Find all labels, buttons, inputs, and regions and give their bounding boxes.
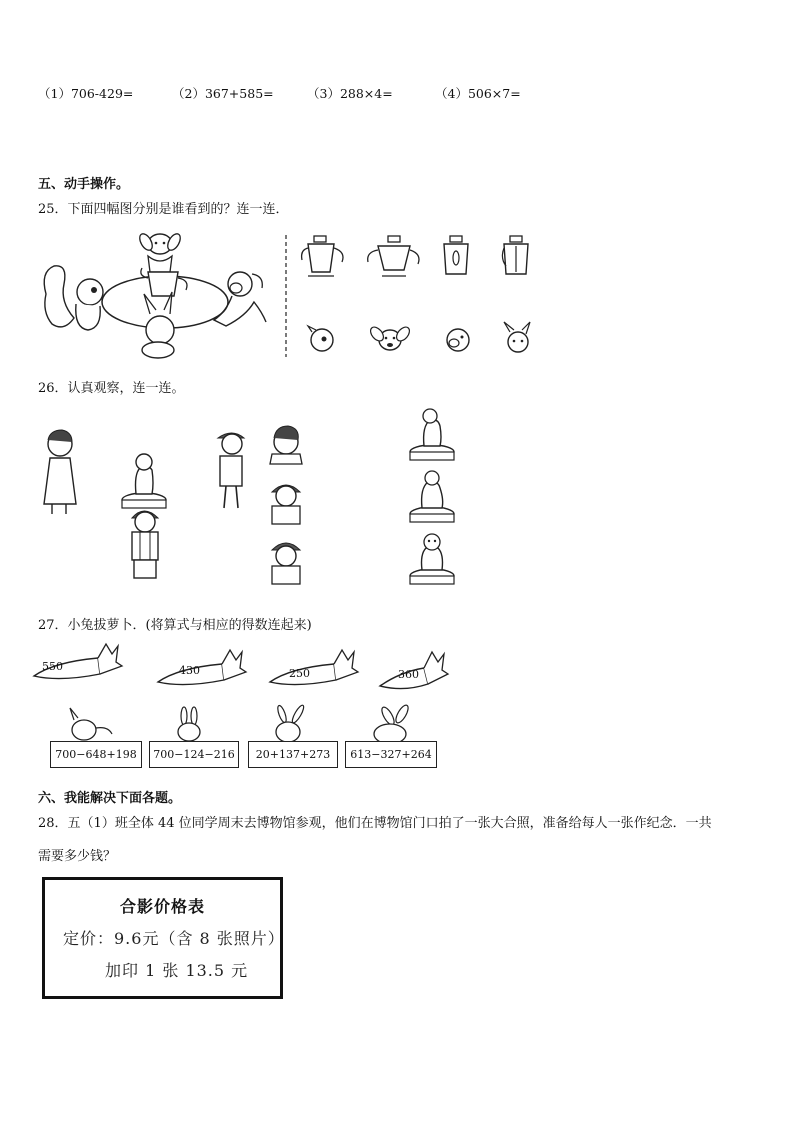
expression-box-1: 700−648+198	[50, 741, 142, 768]
cat-view-front	[410, 534, 454, 584]
boy-side-figure	[218, 433, 244, 508]
question-27: 27．小兔拔萝卜．(将算式与相应的得数连起来)	[38, 618, 312, 633]
expression-box-2: 700−124−216	[149, 741, 239, 768]
rabbit-head-icon	[504, 322, 530, 352]
animal-heads-row	[300, 320, 540, 360]
cat-on-pedestal-center	[122, 454, 166, 508]
boy-front-head-icon	[272, 543, 300, 584]
expression-box-4: 613−327+264	[345, 741, 437, 768]
carrot-value-4: 360	[398, 668, 419, 681]
price-table	[42, 877, 283, 999]
carrot-value-1: 550	[42, 660, 63, 673]
carrots-row	[34, 640, 454, 690]
price-table-line-2: 加印 1 张 13.5 元	[105, 961, 249, 980]
question-26: 26．认真观察，连一连。	[38, 381, 185, 396]
teapot-view-4	[502, 236, 528, 274]
boy-back-head-icon	[272, 485, 300, 524]
teapot-view-3	[444, 236, 468, 274]
boy-back-figure	[132, 511, 158, 578]
question-25: 25．下面四幅图分别是谁看到的？连一连．	[38, 202, 289, 217]
rabbit-2	[178, 707, 200, 741]
expression-box-3: 20+137+273	[248, 741, 338, 768]
carrot-value-3: 250	[289, 667, 310, 680]
section-6-heading: 六、我能解决下面各题。	[38, 791, 182, 806]
girl-front-head-icon	[270, 426, 302, 464]
monkey-head-icon	[447, 329, 469, 351]
observation-figure	[36, 408, 466, 593]
figure-divider	[284, 235, 288, 357]
squirrel-figure	[44, 266, 103, 330]
girl-figure	[44, 430, 76, 514]
animals-around-table-figure	[40, 232, 280, 360]
rabbits-row	[60, 706, 420, 744]
price-table-title: 合影价格表	[119, 897, 205, 916]
carrot-3	[270, 650, 358, 685]
rabbit-3	[276, 704, 306, 742]
squirrel-head-icon	[308, 326, 333, 351]
teapot-view-2	[368, 236, 419, 276]
rabbit-figure	[142, 292, 174, 358]
calc-3: （3）288×4=	[307, 86, 393, 101]
carrot-2	[158, 650, 246, 685]
teapot-figure	[141, 268, 187, 296]
calc-4: （4）506×7=	[435, 86, 521, 101]
carrot-value-2: 430	[179, 664, 200, 677]
monkey-figure	[214, 272, 266, 326]
cat-view-side	[410, 409, 454, 460]
question-28-line-2: 需要多少钱？	[38, 849, 117, 864]
price-table-line-1: 定价：9.6元（含 8 张照片）	[63, 929, 285, 948]
dog-head-icon	[368, 325, 412, 350]
section-5-heading: 五、动手操作。	[38, 177, 130, 192]
rabbit-4	[374, 703, 410, 744]
rabbit-1	[70, 708, 112, 740]
calc-2: （2）367+585=	[172, 86, 274, 101]
teapot-views-row	[298, 232, 538, 282]
question-28-line-1: 28．五（1）班全体 44 位同学周末去博物馆参观，他们在博物馆门口拍了一张大合照，准备给每人一张作纪念．一共	[38, 816, 712, 831]
dog-figure	[137, 232, 183, 272]
calc-1: （1）706-429=	[38, 86, 134, 101]
cat-view-back	[410, 471, 454, 522]
teapot-view-1	[302, 236, 343, 276]
